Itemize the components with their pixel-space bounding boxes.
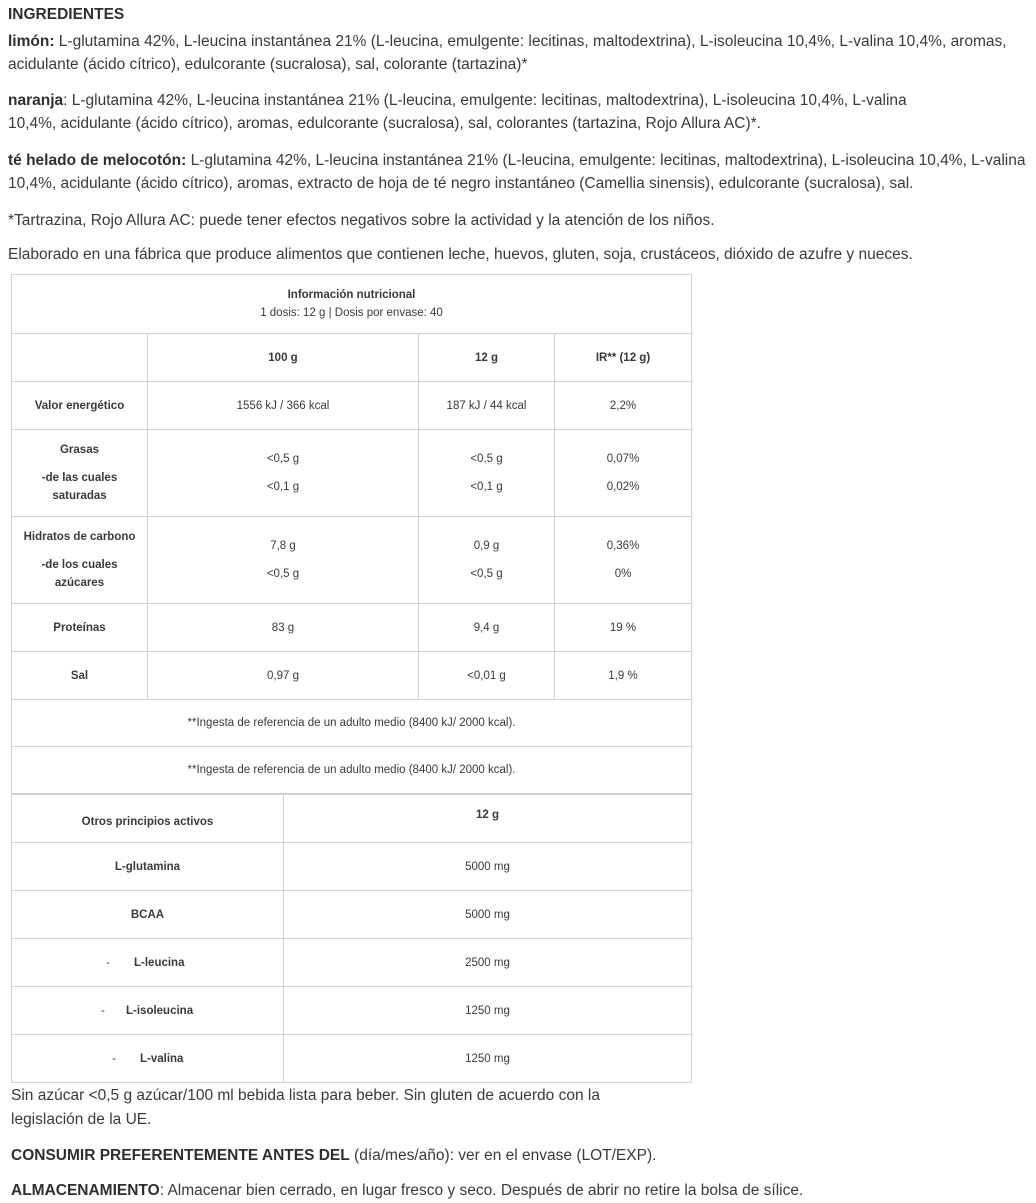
- active-label-cell: [12, 939, 284, 987]
- tartrazine-note: *Tartrazina, Rojo Allura AC: puede tener efectos negativos sobre la actividad y la atención de los niños.: [8, 212, 715, 229]
- row-sublabel: -de los cuales azúcares: [41, 559, 118, 589]
- flavor-name: naranja: [8, 92, 64, 109]
- nutrition-title-cell: [12, 275, 692, 334]
- row-label: Hidratos de carbono: [23, 531, 136, 543]
- flavor-lemon: [8, 30, 1032, 76]
- storage-note: [11, 1179, 1035, 1202]
- row-label: Sal: [12, 652, 148, 700]
- value-ir-cell: [555, 430, 692, 517]
- active-label-cell: [12, 987, 284, 1035]
- active-label: L-isoleucina: [126, 1004, 194, 1017]
- value-12g: 9,4 g: [419, 604, 555, 652]
- actives-header-label: Otros principios activos: [12, 795, 284, 843]
- reference-intake-footnote: **Ingesta de referencia de un adulto medio (8400 kJ/ 2000 kcal).: [12, 747, 692, 794]
- factory-allergen-note: Elaborado en una fábrica que produce alimentos que contienen leche, huevos, gluten, soja, crustáceos, dióxido de azufre y nueces.: [8, 246, 913, 263]
- header-cell: [12, 334, 148, 382]
- value-100g-cell: [148, 517, 419, 604]
- header-cell: 12 g: [419, 334, 555, 382]
- flavor-ingredients: : L-glutamina 42%, L-leucina instantánea 21% (L-leucina, emulgente: lecitinas, maltodextrina), L-isoleucina 10,4%, L-valina 10,4%, acidulante (ácido cítrico), aromas, edulcorante (sucralosa), sal, colorantes (tartazina, Rojo Allura AC)*.: [8, 92, 907, 132]
- storage-label: ALMACENAMIENTO: [11, 1182, 160, 1199]
- bullet-dash: -: [112, 1052, 116, 1065]
- protein-row: [12, 604, 692, 652]
- row-label-cell: [12, 517, 148, 604]
- value-100g: 83 g: [148, 604, 419, 652]
- row-label: Valor energético: [12, 382, 148, 430]
- salt-row: [12, 652, 692, 700]
- actives-row: [12, 843, 692, 891]
- actives-row: [12, 987, 692, 1035]
- nutrition-title: Información nutricional: [287, 289, 416, 301]
- actives-row: [12, 891, 692, 939]
- value-12g-sub: <0,5 g: [470, 568, 503, 580]
- flavor-peach-tea: [8, 149, 1032, 195]
- nutrition-subtitle: 1 dosis: 12 g | Dosis por envase: 40: [260, 307, 443, 319]
- active-label: L-leucina: [134, 956, 185, 969]
- bullet-dash: -: [101, 1004, 105, 1017]
- sugar-gluten-note: Sin azúcar <0,5 g azúcar/100 ml bebida lista para beber. Sin gluten de acuerdo con la legislación de la UE.: [11, 1087, 600, 1128]
- actives-row: [12, 939, 692, 987]
- bullet-dash: -: [106, 956, 110, 969]
- active-value: 1250 mg: [284, 987, 692, 1035]
- row-label: Proteínas: [12, 604, 148, 652]
- value-100g-cell: [148, 430, 419, 517]
- nutrition-header-row: [12, 334, 692, 382]
- storage-text: : Almacenar bien cerrado, en lugar fresco y seco. Después de abrir no retire la bolsa de sílice.: [159, 1182, 804, 1199]
- value-ir-sub: 0,02%: [606, 481, 640, 493]
- active-value: 5000 mg: [284, 891, 692, 939]
- ingredients-heading: INGREDIENTES: [8, 6, 125, 23]
- actives-row: [12, 1035, 692, 1083]
- active-label: BCAA: [12, 891, 284, 939]
- fat-row: [12, 430, 692, 517]
- header-cell: 100 g: [148, 334, 419, 382]
- value-12g: <0,01 g: [419, 652, 555, 700]
- value-12g-cell: [419, 430, 555, 517]
- value-100g-sub: <0,1 g: [266, 481, 300, 493]
- row-label-cell: [12, 430, 148, 517]
- flavor-ingredients: L-glutamina 42%, L-leucina instantánea 21% (L-leucina, emulgente: lecitinas, maltodextrina), L-isoleucina 10,4%, L-valina 10,4%, aromas, acidulante (ácido cítrico), edulcorante (sucralosa), sal, colorante (tartazina)*: [8, 33, 1007, 73]
- reference-intake-footnote: **Ingesta de referencia de un adulto medio (8400 kJ/ 2000 kcal).: [12, 700, 692, 747]
- flavor-ingredients: L-glutamina 42%, L-leucina instantánea 21% (L-leucina, emulgente: lecitinas, maltodextrina), L-isoleucina 10,4%, L-valina 10,4%, acidulante (ácido cítrico), aromas, extracto de hoja de té negro instantáneo (Camellia sinensis), edulcorante (sucralosa), sal.: [8, 152, 1026, 192]
- value-12g: <0,5 g: [470, 453, 503, 465]
- flavor-name: té helado de melocotón:: [8, 152, 187, 169]
- energy-row: [12, 382, 692, 430]
- value-100g: 0,97 g: [148, 652, 419, 700]
- flavor-orange: [8, 89, 923, 135]
- best-before-note: [11, 1144, 1035, 1167]
- row-sublabel: -de las cuales saturadas: [41, 472, 118, 502]
- value-100g: 7,8 g: [270, 540, 296, 552]
- value-12g-sub: <0,1 g: [470, 481, 503, 493]
- header-cell: IR** (12 g): [555, 334, 692, 382]
- active-label-cell: [12, 1035, 284, 1083]
- nutrition-table: [11, 274, 692, 794]
- value-100g: <0,5 g: [266, 453, 300, 465]
- value-12g-cell: [419, 517, 555, 604]
- value-12g: 187 kJ / 44 kcal: [419, 382, 555, 430]
- nutrition-title-row: [12, 275, 692, 334]
- value-ir: 1,9 %: [555, 652, 692, 700]
- value-12g: 0,9 g: [473, 540, 500, 552]
- row-label: Grasas: [59, 444, 99, 456]
- value-ir: 19 %: [555, 604, 692, 652]
- value-ir: 0,36%: [606, 540, 640, 552]
- value-ir-cell: [555, 517, 692, 604]
- active-value: 1250 mg: [284, 1035, 692, 1083]
- active-value: 5000 mg: [284, 843, 692, 891]
- footnote-row: [12, 747, 692, 794]
- flavor-name: limón:: [8, 33, 55, 50]
- carbs-row: [12, 517, 692, 604]
- active-label: L-glutamina: [12, 843, 284, 891]
- actives-header-row: [12, 795, 692, 843]
- footnote-row: [12, 700, 692, 747]
- value-100g-sub: <0,5 g: [266, 568, 300, 580]
- best-before-text: (día/mes/año): ver en el envase (LOT/EXP).: [349, 1147, 657, 1164]
- value-ir: 2,2%: [555, 382, 692, 430]
- active-ingredients-table: [11, 794, 692, 1083]
- best-before-label: CONSUMIR PREFERENTEMENTE ANTES DEL: [11, 1147, 350, 1164]
- value-ir: 0,07%: [606, 453, 640, 465]
- active-value: 2500 mg: [284, 939, 692, 987]
- active-label: L-valina: [140, 1052, 184, 1065]
- value-ir-sub: 0%: [614, 568, 632, 580]
- value-100g: 1556 kJ / 366 kcal: [148, 382, 419, 430]
- actives-header-value: 12 g: [284, 795, 692, 843]
